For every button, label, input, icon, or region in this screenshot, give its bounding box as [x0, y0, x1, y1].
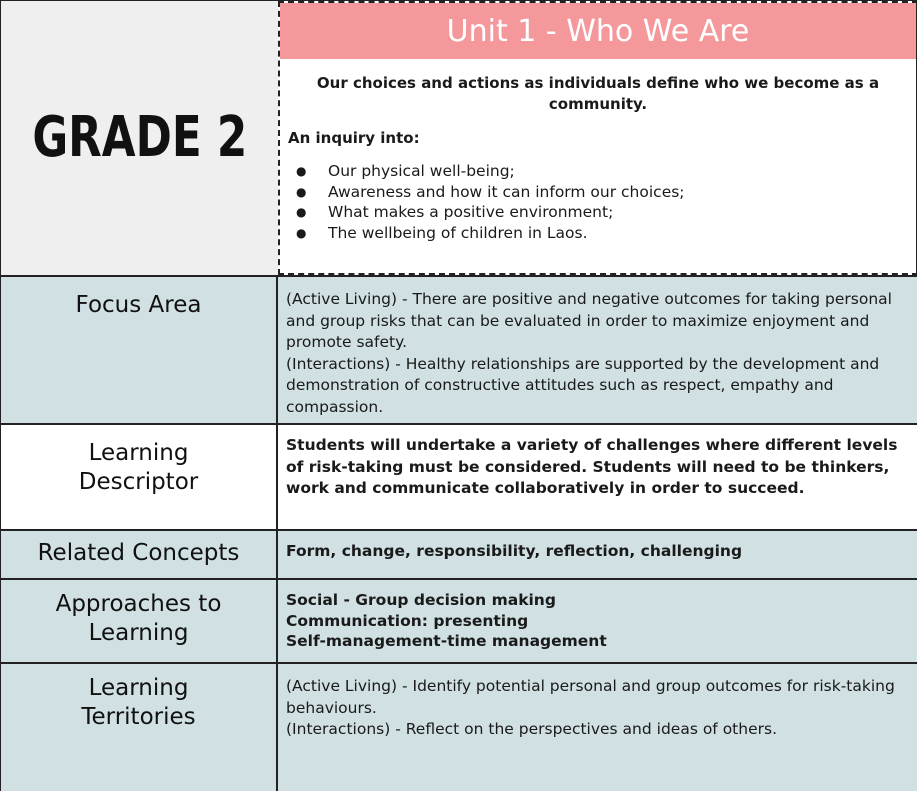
grade-cell: [1, 1, 278, 275]
inquiry-lead: An inquiry into:: [288, 129, 420, 147]
learning-descriptor-row: [1, 423, 917, 529]
header-row: [1, 1, 917, 275]
related-concepts-row: [1, 529, 917, 578]
focus-area-value-cell: [278, 275, 917, 423]
unit-overview-cell: [278, 1, 917, 275]
learning-descriptor-label: Learning Descriptor: [78, 440, 199, 495]
focus-area-label: Focus Area: [75, 292, 202, 318]
grade-heading: GRADE 2: [32, 105, 247, 170]
bullet-icon: ●: [296, 225, 307, 240]
focus-area-label-cell: [1, 275, 278, 423]
learning-descriptor-text: Students will undertake a variety of challenges where different levels of risk-taking must be considered. Students will need to be thinkers, work and communicate collaboratively in order to succeed.: [286, 436, 898, 497]
territories-label-cell: [1, 662, 278, 791]
approaches-label: Approaches to Learning: [55, 591, 222, 646]
territories-text: (Active Living) - Identify potential personal and group outcomes for risk-taking behaviours. (Interactions) - Reflect on the perspectives and ideas of others.: [286, 677, 895, 738]
approaches-text: Social - Group decision making Communication: presenting Self-management-time management: [286, 591, 607, 650]
approaches-row: [1, 578, 917, 662]
inquiry-item-text: Our physical well-being;: [328, 162, 515, 180]
related-concepts-label-cell: [1, 529, 278, 578]
inquiry-item-text: What makes a positive environment;: [328, 203, 614, 221]
bullet-icon: ●: [296, 205, 307, 219]
approaches-value-cell: [278, 578, 917, 662]
related-concepts-label: Related Concepts: [37, 540, 240, 566]
learning-descriptor-label-cell: [1, 423, 278, 529]
inquiry-item-text: The wellbeing of children in Laos.: [328, 223, 588, 242]
bullet-icon: ●: [296, 164, 307, 178]
approaches-label-cell: [1, 578, 278, 662]
list-item: [296, 202, 916, 223]
related-concepts-value-cell: [278, 529, 917, 578]
unit-title-banner: Unit 1 - Who We Are: [280, 3, 916, 59]
related-concepts-text: Form, change, responsibility, reflection, challenging: [286, 542, 743, 560]
list-item: [296, 161, 916, 182]
inquiry-list: [280, 147, 916, 243]
list-item: [296, 223, 916, 244]
inquiry-item-text: Awareness and how it can inform our choices;: [328, 182, 685, 201]
focus-area-row: [1, 275, 917, 423]
territories-row: [1, 662, 917, 791]
learning-descriptor-value-cell: [278, 423, 917, 529]
focus-area-text: (Active Living) - There are positive and negative outcomes for taking personal and group risks that can be evaluated in order to maximize enjoyment and promote safety. (Interactions) - Healthy relationships are supported by the development and demonstration of constructive attitudes such as respect, empathy and compassion.: [286, 290, 892, 416]
list-item: [296, 182, 916, 203]
central-idea: Our choices and actions as individuals define who we become as a community.: [316, 74, 880, 113]
territories-value-cell: [278, 662, 917, 791]
bullet-icon: ●: [296, 184, 307, 199]
territories-label: Learning Territories: [81, 675, 196, 730]
